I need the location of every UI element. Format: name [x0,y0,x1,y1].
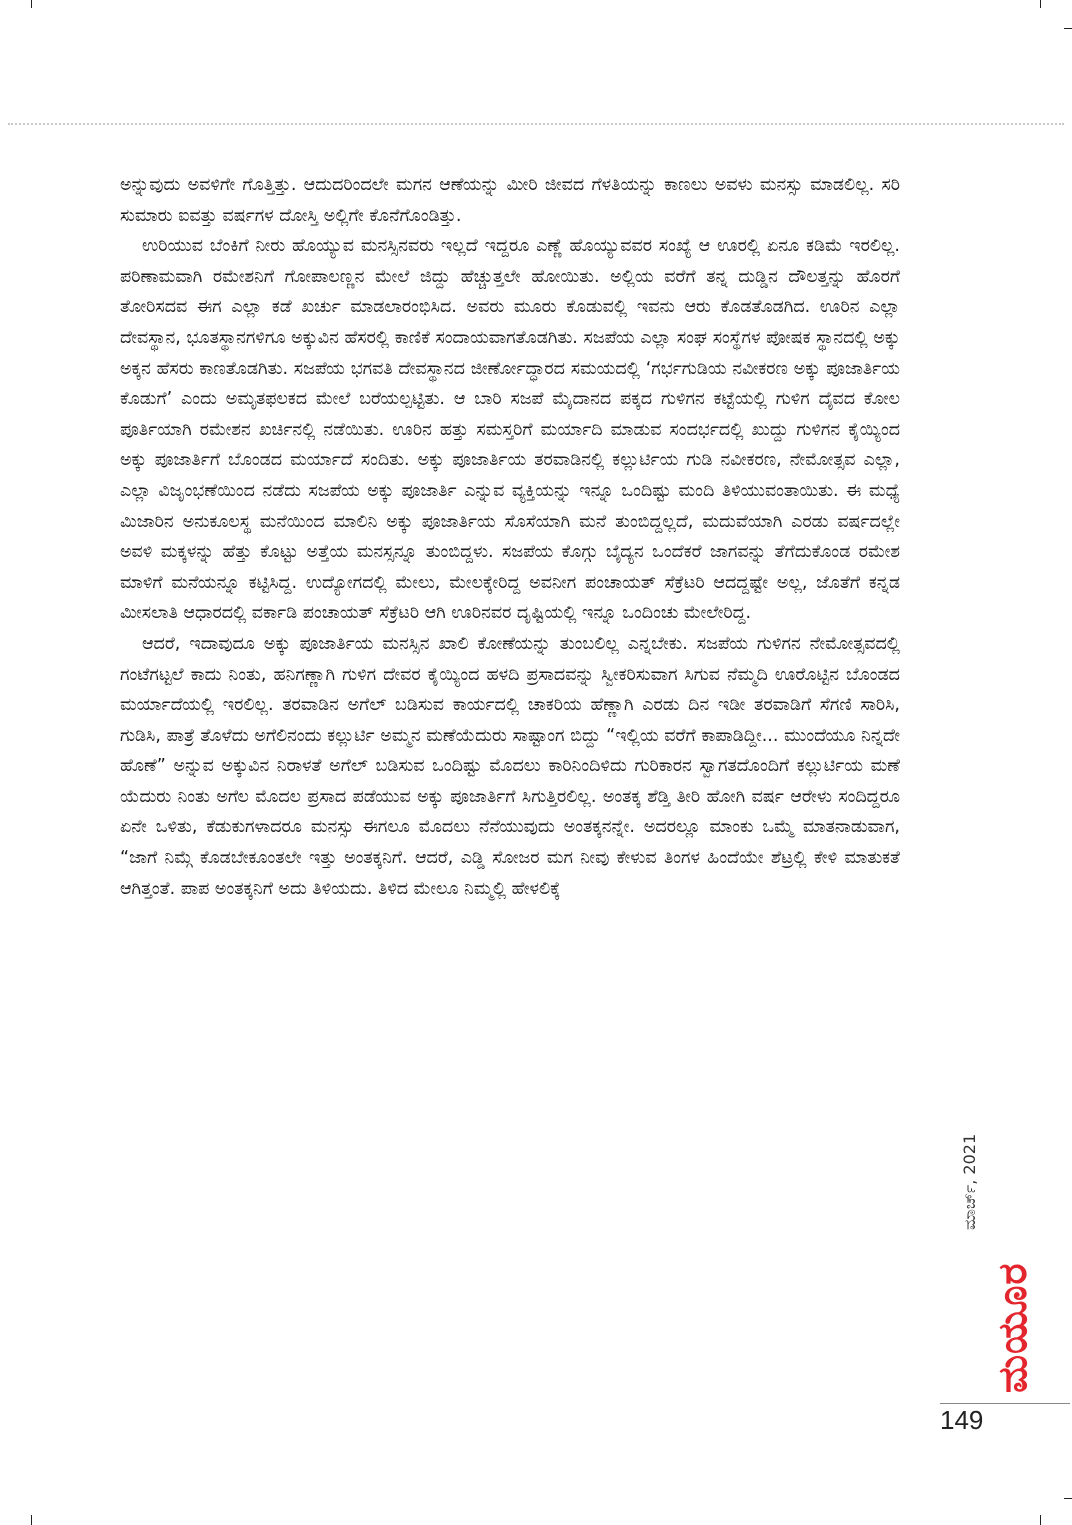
paragraph-2: ಉರಿಯುವ ಬೆಂಕಿಗೆ ನೀರು ಹೊಯ್ಯುವ ಮನಸ್ಸಿನವರು ಇಲ್ಲದೆ ಇದ್ದರೂ ಎಣ್ಣೆ ಹೊಯ್ಯುವವರ ಸಂಖ್ಯೆ ಆ ಊರಲ್ಲಿ ಏನೂ ಕಡಿಮೆ ಇರಲಿಲ್ಲ. ಪರಿಣಾಮವಾಗಿ ರಮೇಶನಿಗೆ ಗೋಪಾಲಣ್ಣನ ಮೇಲೆ ಜಿದ್ದು ಹೆಚ್ಚುತ್ತಲೇ ಹೋಯಿತು. ಅಲ್ಲಿಯ ವರೆಗೆ ತನ್ನ ದುಡ್ಡಿನ ದೌಲತ್ತನ್ನು ಹೊರಗೆ ತೋರಿಸದವ ಈಗ ಎಲ್ಲಾ ಕಡೆ ಖರ್ಚು ಮಾಡಲಾರಂಭಿಸಿದ. ಅವರು ಮೂರು ಕೊಡುವಲ್ಲಿ ಇವನು ಆರು ಕೊಡತೊಡಗಿದ. ಊರಿನ ಎಲ್ಲಾ ದೇವಸ್ಥಾನ, ಭೂತಸ್ಥಾನಗಳಿಗೂ ಅಕ್ಕುವಿನ ಹೆಸರಲ್ಲಿ ಕಾಣಿಕೆ ಸಂದಾಯವಾಗತೊಡಗಿತು. ಸಜಪೆಯ ಎಲ್ಲಾ ಸಂಘ ಸಂಸ್ಥೆಗಳ ಪೋಷಕ ಸ್ಥಾನದಲ್ಲಿ ಅಕ್ಕು ಅಕ್ಕನ ಹೆಸರು ಕಾಣತೊಡಗಿತು. ಸಜಪೆಯ ಭಗವತಿ ದೇವಸ್ಥಾನದ ಜೀರ್ಣೋದ್ಧಾರದ ಸಮಯದಲ್ಲಿ ‘ಗರ್ಭಗುಡಿಯ ನವೀಕರಣ ಅಕ್ಕು ಪೂಜಾರ್ತಿಯ ಕೊಡುಗೆ’ ಎಂದು ಅಮೃತಫಲಕದ ಮೇಲೆ ಬರೆಯಲ್ಪಟ್ಟಿತು. ಆ ಬಾರಿ ಸಜಪೆ ಮೈದಾನದ ಪಕ್ಕದ ಗುಳಿಗನ ಕಟ್ಟೆಯಲ್ಲಿ ಗುಳಿಗ ದೈವದ ಕೋಲ ಪೂರ್ತಿಯಾಗಿ ರಮೇಶನ ಖರ್ಚಿನಲ್ಲಿ ನಡೆಯಿತು. ಊರಿನ ಹತ್ತು ಸಮಸ್ತರಿಗೆ ಮರ್ಯಾದಿ ಮಾಡುವ ಸಂದರ್ಭದಲ್ಲಿ ಖುದ್ದು ಗುಳಿಗನ ಕೈಯ್ಯಿಂದ ಅಕ್ಕು ಪೂಜಾರ್ತಿಗೆ ಬೊಂಡದ ಮರ್ಯಾದೆ ಸಂದಿತು. ಅಕ್ಕು ಪೂಜಾರ್ತಿಯ ತರವಾಡಿನಲ್ಲಿ ಕಲ್ಲುರ್ಟಿಯ ಗುಡಿ ನವೀಕರಣ, ನೇಮೋತ್ಸವ ಎಲ್ಲಾ, ಎಲ್ಲಾ ವಿಜೃಂಭಣೆಯಿಂದ ನಡೆದು ಸಜಪೆಯ ಅಕ್ಕು ಪೂಜಾರ್ತಿ ಎನ್ನುವ ವ್ಯಕ್ತಿಯನ್ನು ಇನ್ನೂ ಒಂದಿಷ್ಟು ಮಂದಿ ತಿಳಿಯುವಂತಾಯಿತು. ಈ ಮಧ್ಯೆ ಮಿಜಾರಿನ ಅನುಕೂಲಸ್ಥ ಮನೆಯಿಂದ ಮಾಲಿನಿ ಅಕ್ಕು ಪೂಜಾರ್ತಿಯ ಸೊಸೆಯಾಗಿ ಮನೆ ತುಂಬಿದ್ದಲ್ಲದೆ, ಮದುವೆಯಾಗಿ ಎರಡು ವರ್ಷದಲ್ಲೇ ಅವಳಿ ಮಕ್ಕಳನ್ನು ಹೆತ್ತು ಕೊಟ್ಟು ಅತ್ತೆಯ ಮನಸ್ಸನ್ನೂ ತುಂಬಿದ್ದಳು. ಸಜಪೆಯ ಕೊಗ್ಗು ಬೈದ್ಯನ ಒಂದೆಕರೆ ಜಾಗವನ್ನು ತೆಗೆದುಕೊಂಡ ರಮೇಶ ಮಾಳಿಗೆ ಮನೆಯನ್ನೂ ಕಟ್ಟಿಸಿದ್ದ. ಉದ್ಯೋಗದಲ್ಲಿ ಮೇಲು, ಮೇಲಕ್ಕೇರಿದ್ದ ಅವನೀಗ ಪಂಚಾಯತ್ ಸೆಕ್ರೆಟರಿ ಆದದ್ದಷ್ಟೇ ಅಲ್ಲ, ಜೊತೆಗೆ ಕನ್ನಡ ಮೀಸಲಾತಿ ಆಧಾರದಲ್ಲಿ ವರ್ಕಾಡಿ ಪಂಚಾಯತ್ ಸೆಕ್ರೆಟರಿ ಆಗಿ ಊರಿನವರ ದೃಷ್ಟಿಯಲ್ಲಿ ಇನ್ನೂ ಒಂದಿಂಚು ಮೇಲೇರಿದ್ದ. [120,236,900,624]
header-dotted-rule [8,123,1064,125]
crop-mark-top-left [31,0,32,8]
article-body [120,170,900,904]
crop-mark-bottom-right [1040,1515,1041,1525]
crop-mark-right-top [1064,28,1072,29]
issue-date: ಮಾರ್ಚ್, 2021 [960,1133,979,1230]
paragraph-3: ಆದರೆ, ಇದಾವುದೂ ಅಕ್ಕು ಪೂಜಾರ್ತಿಯ ಮನಸ್ಸಿನ ಖಾಲಿ ಕೋಣೆಯನ್ನು ತುಂಬಲಿಲ್ಲ ಎನ್ನಬೇಕು. ಸಜಪೆಯ ಗುಳಿಗನ ನೇಮೋತ್ಸವದಲ್ಲಿ ಗಂಟೆಗಟ್ಟಲೆ ಕಾದು ನಿಂತು, ಹನಿಗಣ್ಣಾಗಿ ಗುಳಿಗ ದೇವರ ಕೈಯ್ಯಿಂದ ಹಳದಿ ಪ್ರಸಾದವನ್ನು ಸ್ವೀಕರಿಸುವಾಗ ಸಿಗುವ ನೆಮ್ಮದಿ ಊರೊಟ್ಟಿನ ಬೊಂಡದ ಮರ್ಯಾದೆಯಲ್ಲಿ ಇರಲಿಲ್ಲ. ತರವಾಡಿನ ಅಗೆಲ್ ಬಡಿಸುವ ಕಾರ್ಯದಲ್ಲಿ ಚಾಕರಿಯ ಹೆಣ್ಣಾಗಿ ಎರಡು ದಿನ ಇಡೀ ತರವಾಡಿಗೆ ಸೆಗಣಿ ಸಾರಿಸಿ, ಗುಡಿಸಿ, ಪಾತ್ರೆ ತೊಳೆದು ಅಗೆಲಿನಂದು ಕಲ್ಲುರ್ಟಿ ಅಮ್ಮನ ಮಣೆಯೆದುರು ಸಾಷ್ಟಾಂಗ ಬಿದ್ದು “ಇಲ್ಲಿಯ ವರೆಗೆ ಕಾಪಾಡಿದ್ದೀ... ಮುಂದೆಯೂ ನಿನ್ನದೇ ಹೊಣೆ” ಅನ್ನುವ ಅಕ್ಕುವಿನ ನಿರಾಳತೆ ಅಗೆಲ್ ಬಡಿಸುವ ಒಂದಿಷ್ಟು ಮೊದಲು ಕಾರಿನಿಂದಿಳಿದು ಗುರಿಕಾರನ ಸ್ವಾಗತದೊಂದಿಗೆ ಕಲ್ಲುರ್ಟಿಯ ಮಣೆ ಯೆದುರು ನಿಂತು ಅಗೆಲ ಮೊದಲ ಪ್ರಸಾದ ಪಡೆಯುವ ಅಕ್ಕು ಪೂಜಾರ್ತಿಗೆ ಸಿಗುತ್ತಿರಲಿಲ್ಲ. ಅಂತಕ್ಕ ಶೆಡ್ತಿ ತೀರಿ ಹೋಗಿ ವರ್ಷ ಆರೇಳು ಸಂದಿದ್ದರೂ ಏನೇ ಒಳಿತು, ಕೆಡುಕುಗಳಾದರೂ ಮನಸ್ಸು ಈಗಲೂ ಮೊದಲು ನೆನೆಯುವುದು ಅಂತಕ್ಕನನ್ನೇ. ಅದರಲ್ಲೂ ಮಾಂಕು ಒಮ್ಮೆ ಮಾತನಾಡುವಾಗ, “ಜಾಗೆ ನಿಮ್ಗೆ ಕೊಡಬೇಕೂಂತಲೇ ಇತ್ತು ಅಂತಕ್ಕನಿಗೆ. ಆದರೆ, ಎಡ್ಡಿ ಸೋಜರ ಮಗ ನೀವು ಕೇಳುವ ತಿಂಗಳ ಹಿಂದೆಯೇ ಶೆಟ್ರಲ್ಲಿ ಕೇಳಿ ಮಾತುಕತೆ ಆಗಿತ್ತಂತೆ. ಪಾಪ ಅಂತಕ್ಕನಿಗೆ ಅದು ತಿಳಿಯದು. ತಿಳಿದ ಮೇಲೂ ನಿಮ್ಮಲ್ಲಿ ಹೇಳಲಿಕ್ಕೆ [120,633,900,899]
crop-mark-bottom-left [31,1515,32,1525]
crop-mark-top-right [1040,0,1041,8]
magazine-logo: ಮಯೂರ [990,1262,1036,1393]
crop-mark-right-bottom [1064,1498,1072,1499]
folio-rule [940,1403,1070,1404]
page-number: 149 [940,1405,984,1435]
paragraph-1: ಅನ್ನುವುದು ಅವಳಿಗೇ ಗೊತ್ತಿತ್ತು. ಆದುದರಿಂದಲೇ ಮಗನ ಆಣೆಯನ್ನು ಮೀರಿ ಜೀವದ ಗೆಳತಿಯನ್ನು ಕಾಣಲು ಅವಳು ಮನಸ್ಸು ಮಾಡಲಿಲ್ಲ. ಸರಿ ಸುಮಾರು ಐವತ್ತು ವರ್ಷಗಳ ದೋಸ್ತಿ ಅಲ್ಲಿಗೇ ಕೊನೆಗೊಂಡಿತ್ತು. [120,175,900,226]
